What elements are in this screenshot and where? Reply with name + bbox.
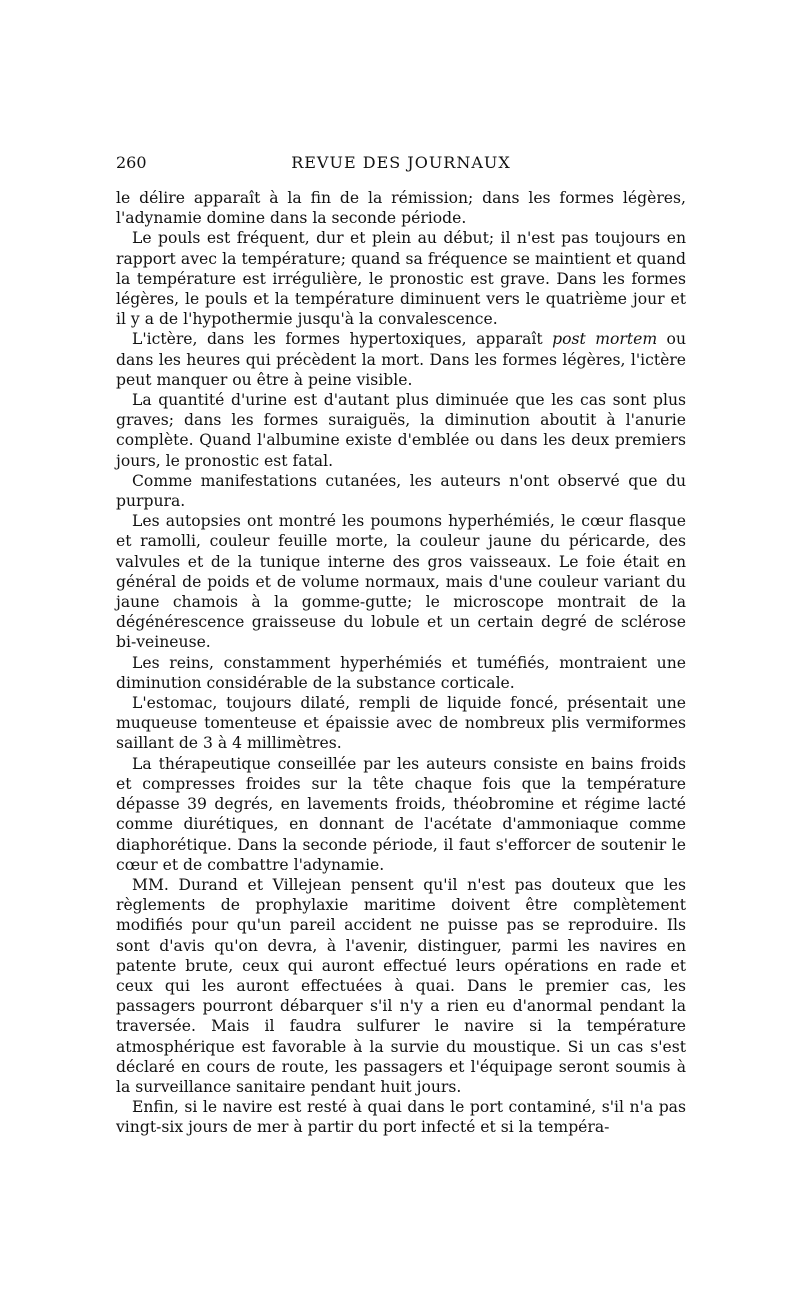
running-title: REVUE DES JOURNAUX — [291, 153, 511, 172]
paragraph-reins: Les reins, constamment hyperhémiés et tuméfiés, montraient une diminution considérable de la substance corticale. — [116, 653, 686, 692]
paragraph-enfin: Enfin, si le navire est resté à quai dans le port contaminé, s'il n'a pas vingt-six jours de mer à partir du port infecté et si la tempéra- — [116, 1098, 686, 1137]
paragraph-autopsies: Les autopsies ont montré les poumons hyperhémiés, le cœur flasque et ramolli, couleur feuille morte, la couleur jaune du péricarde, des valvules et de la tunique interne des gros vaisseaux. Le foie était en général de poids et de volume normaux, mais d'une couleur variant du jaune chamois à la gomme-gutte; le microscope montrait de la dégénérescence graisseuse du lobule et un certain degré de sclérose bi-veineuse. — [116, 512, 686, 652]
paragraph-urine: La quantité d'urine est d'autant plus diminuée que les cas sont plus graves; dans les formes suraiguës, la diminution aboutit à l'anurie complète. Quand l'albumine existe d'emblée ou dans les deux premiers jours, le pronostic est fatal. — [116, 391, 686, 470]
page-header — [116, 153, 686, 177]
ictere-italic-phrase: post mortem — [552, 330, 658, 349]
paragraph-delire: le délire apparaît à la fin de la rémission; dans les formes légères, l'adynamie domine dans la seconde période. — [116, 189, 686, 228]
paragraph-ictere — [116, 329, 686, 390]
page-number: 260 — [116, 153, 147, 172]
paragraph-prophylaxie: MM. Durand et Villejean pensent qu'il n'est pas douteux que les règlements de prophylaxie maritime doivent être complètement modifiés pour qu'un pareil accident ne puisse pas se reproduire. Ils sont d'avis qu'on devra, à l'avenir, distinguer, parmi les navires en patente brute, ceux qui auront effectué leurs opérations en rade et ceux qui les auront effectuées à quai. Dans le premier cas, les passagers pourront débarquer s'il n'y a rien eu d'anormal pendant la traversée. Mais il faudra sulfurer le navire si la température atmosphérique est favorable à la survie du moustique. Si un cas s'est déclaré en cours de route, les passagers et l'équipage seront soumis à la surveillance sanitaire pendant huit jours. — [116, 875, 686, 1096]
paragraph-manifestations: Comme manifestations cutanées, les auteurs n'ont observé que du purpura. — [116, 471, 686, 511]
body-text — [116, 188, 686, 1138]
paragraph-estomac: L'estomac, toujours dilaté, rempli de liquide foncé, présentait une muqueuse tomenteuse et épaissie avec de nombreux plis vermiformes saillant de 3 à 4 millimètres. — [116, 694, 686, 753]
ictere-text-before: L'ictère, dans les formes hypertoxiques, apparaît — [132, 330, 553, 349]
paragraph-pouls: Le pouls est fréquent, dur et plein au début; il n'est pas toujours en rapport avec la température; quand sa fréquence se maintient et quand la température est irrégulière, le pronostic est grave. Dans les formes légères, le pouls et la température diminuent vers le quatrième jour et il y a de l'hypothermie jusqu'à la convalescence. — [116, 229, 686, 329]
paragraph-therapeutique: La thérapeutique conseillée par les auteurs consiste en bains froids et compresses froides sur la tête chaque fois que la température dépasse 39 degrés, en lavements froids, théobromine et régime lacté comme diurétiques, en donnant de l'acétate d'ammoniaque comme diaphorétique. Dans la seconde période, il faut s'efforcer de soutenir le cœur et de combattre l'adynamie. — [116, 754, 686, 874]
ictere-text-after: ou dans les heures qui précèdent la mort. Dans les formes légères, l'ictère peut manquer ou être à peine visible. — [116, 330, 686, 389]
